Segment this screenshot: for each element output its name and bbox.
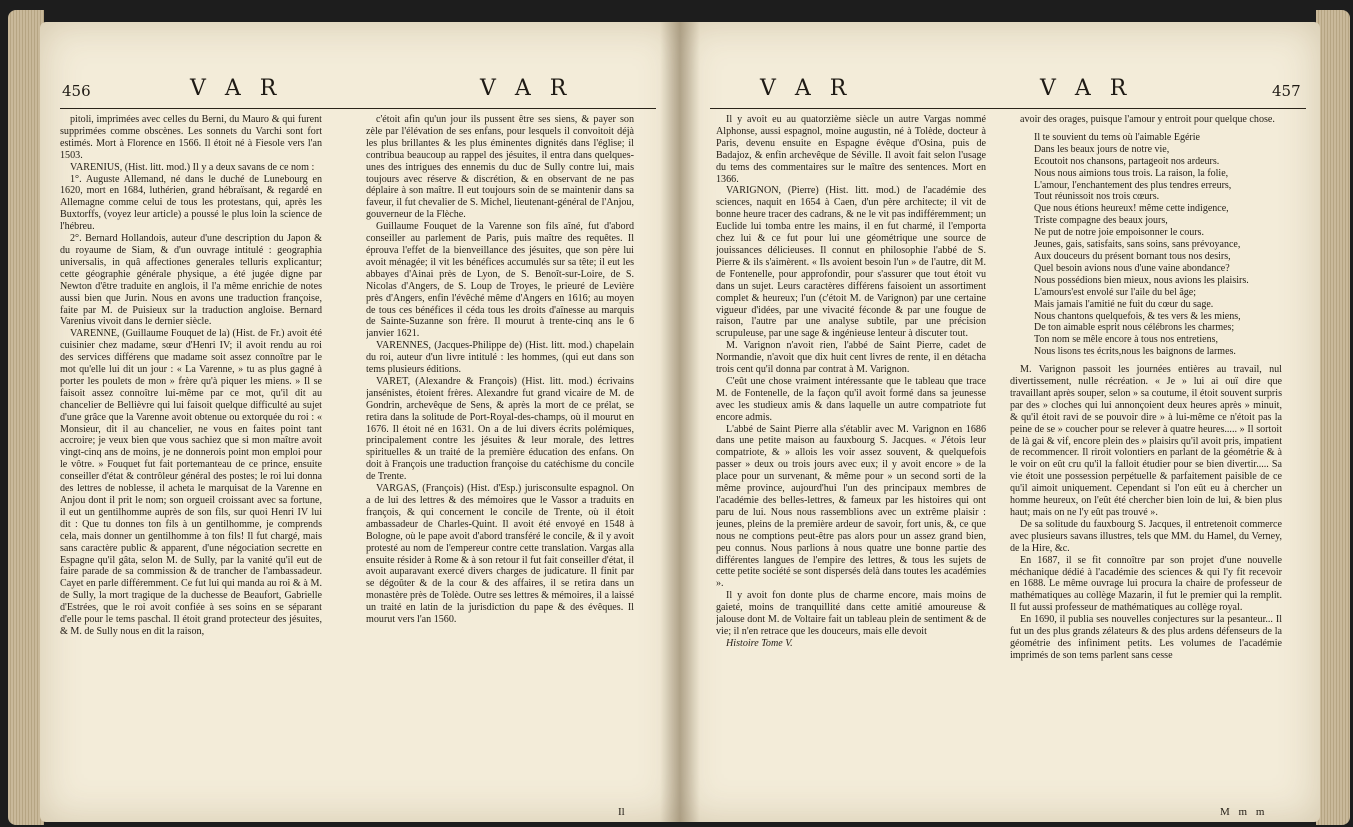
- running-head: V A R: [480, 76, 573, 101]
- running-head: V A R: [760, 76, 853, 101]
- paragraph: c'étoit afin qu'un jour ils pussent être ses siens, & payer son zèle par l'élévation de ses enfans, pour lesquels il convoitoit déjà les plus brillantes & les plus éminentes dignités dans l'église; il contribua beaucoup au rappel des jésuites, il entra dans quelques-unes des intrigues des ennemis du duc de Sully contre lui, mais toujours avec réserve & discrétion, & en observant de ne pas déplaire à son maître. Il eut toujours soin de se maintenir dans sa faveur, il fut chevalier de S. Michel, lieutenant-général de l'Anjou, gouverneur de la Flèche.: [366, 114, 634, 221]
- verse-line: Quel besoin avions nous d'une vaine abondance?: [1034, 262, 1230, 274]
- paragraph: En 1690, il publia ses nouvelles conjectures sur la pesanteur... Il fut un des plus grands zélateurs & des plus ardens défenseurs de la géométrie des infiniment petits. Les volumes de l'académie imprimés de son tems parlent sans cesse: [1010, 614, 1282, 661]
- paragraph: C'eût une chose vraiment intéressante que le tableau que trace M. de Fontenelle, de la façon qu'il avoit formé dans sa jeunesse avec les studieux amis & dans laquelle un autre compatriote fut encore admis.: [716, 375, 986, 423]
- paragraph: 2°. Bernard Hollandois, auteur d'une description du Japon & du royaume de Siam, & d'un ouvrage intitulé : geographia universalis, in quâ affectiones generales telluris explicantur; cette géographie générale physique, a été jugée digne par Newton d'être traduite en anglois, il l'a même enrichie de notes aussi bien que Jurin. Nous en avons une traduction françoise, faite par M. de Puisieux sur la traduction angloise. Bernard Varenius vivoit dans le dernier siècle.: [60, 233, 322, 328]
- paragraph: VARGAS, (François) (Hist. d'Esp.) jurisconsulte espagnol. On a de lui des lettres & des mémoires que le Vassor a traduits en françois, & qui concernent le concile de Trente, où il étoit ambassadeur de Charles-Quint. Il avoit été envoyé en 1548 à Bologne, où le pape avoit d'abord transféré le concile, & il y avoit protesté au nom de l'empereur contre cette translation. Vargas alla ensuite résider à Rome & à son retour il fut fait conseiller d'état, il avoit auparavant exercé divers charges de judicature. Il finit par se dégoûter & de la cour & des affaires, il se retira dans un monastère près de Tolède. Outre ses lettres & mémoires, il a laissé un traité en latin de la jurisdiction du pape & des évêques. Il mourut vers l'an 1560.: [366, 483, 634, 626]
- paragraph: VARENNES, (Jacques-Philippe de) (Hist. litt. mod.) chapelain du roi, auteur d'un livre intitulé : les hommes, (qui eut dans son tems plusieurs éditions.: [366, 340, 634, 376]
- right-column: [1010, 114, 1282, 822]
- verse-line: Tout réunissoit nos trois cœurs.: [1034, 191, 1160, 203]
- paragraph: pitoli, imprimées avec celles du Berni, du Mauro & qui furent supprimées comme obscènes. Les sonnets du Varchi sont fort estimés. Mort à Florence en 1566. Il étoit né à Fiesole vers l'an 1503.: [60, 114, 322, 161]
- header-rule: [710, 108, 1306, 109]
- verse-line: Nous lisons tes écrits,nous les baignons de larmes.: [1034, 346, 1236, 358]
- paragraph: VARET, (Alexandre & François) (Hist. litt. mod.) écrivains jansénistes, étoient frères. Alexandre fut grand vicaire de M. de Gondrin, archevêque de Sens, & après la mort de ce prélat, se retira dans la solitude de Port-Royal-des-champs, où il mourut en 1676. Il étoit né en 1631. On a de lui divers écrits polémiques, principalement contre les jésuites & leur morale, des lettres spirituelles & un traité de la première éducation des enfans. On doit à François une traduction françoise du catéchisme du concile de Trente.: [366, 375, 634, 483]
- paragraph: M. Varignon passoit les journées entières au travail, nul divertissement, nulle récréation. « Je » lui ai ouï dire que travaillant après souper, selon » sa coutume, il étoit souvent surpris par des » cloches qui lui annonçoient deux heures après » minuit, & qu'il étoit ravi de se pouvoir dire » à lui-même ce n'étoit pas la peine de se » coucher pour se relever à quatre heures..... » Il sortoit de là gai & vif, encore plein des » plaisirs qu'il avoit pris, impatient de recommencer. Il riroit volontiers en parlant de la géométrie & à le voir on eût cru qu'il la falloit étudier pour se bien divertir..... Sa vie étoit une possession perpétuelle & parfaitement paisible de ce qu'il aimoit uniquement. Cependant si l'on eût eu à chercher un homme heureux, on l'eût été chercher bien loin de lui, & bien plus haut; mais on ne l'y eût pas trouvé ».: [1010, 364, 1282, 518]
- paragraph: VARENNE, (Guillaume Fouquet de la) (Hist. de Fr.) avoit été cuisinier chez madame, sœur d'Henri IV; il avoit rendu au roi des services différens que madame soit assez connoître par le mot qu'elle lui dit un jour : « La Varenne, » tu as plus gagné à porter les poulets de mon » frère qu'à piquer les miens. » Il se faisoit assez connoître lui-même par ce mot, qu'il dit au chancelier de Bellièvre qui lui faisoit quelque difficulté au sujet d'une grâce que la Varenne avoit obtenue ou extorquée du roi : « Monsieur, dit il au chancelier, ne vous en faites point tant accroire; je veux bien que vous sachiez que si mon maître avoit vingt-cinq ans de moins, je ne donnerois point mon emploi pour le vôtre. » Fouquet fut fait portemanteau de ce prince, ensuite conseiller d'état & contrôleur général des postes; le roi lui donna des lettres de noblesse, il acheta le marquisat de la Varenne en Anjou dont il prit le nom; son orgueil croissant avec sa fortune, il eut un gentilhomme auprès de son fils, sur quoi Henri IV lui dit : Que tu donnes ton fils à un gentilhomme, je comprends cela, mais donner un gentilhomme à ton fils! Il fut chargé, mais sans caractère public & apparent, d'une négociation secrette en Espagne qu'il gâta, selon M. de Sully, par la vanité qu'il eut de faire parade de sa commission & de trancher de l'ambassadeur. Cayet en parle différemment. Ce fut lui qui manda au roi & à M. de Sully, la mort tragique de la duchesse de Beaufort, Gabrielle d'Estrées, que le roi avoit confiée à ses soins en se séparant d'elle pour le tems paschal. Il étoit grand protecteur des jésuites, & M. de Sully nous en dit la raison,: [60, 328, 322, 637]
- right-page-edges: [1316, 10, 1350, 825]
- verse-line: Que nous étions heureux! même cette indigence,: [1034, 203, 1229, 215]
- verse-line: Ne put de notre joie empoisonner le cours.: [1034, 227, 1204, 239]
- page-number: 457: [1272, 82, 1301, 100]
- paragraph: avoir des orages, puisque l'amour y entroit pour quelque chose.: [1020, 114, 1275, 125]
- left-column: [60, 114, 322, 822]
- verse-line: Jeunes, gais, satisfaits, sans soins, sans prévoyance,: [1034, 239, 1241, 251]
- paragraph: De sa solitude du fauxbourg S. Jacques, il entretenoit commerce avec plusieurs savans illustres, tels que MM. du Hamel, du Verney, de la Hire, &c.: [1010, 518, 1282, 554]
- paragraph: En 1687, il se fit connoître par son projet d'une nouvelle méchanique dédié à l'académie des sciences & qui l'y fit recevoir en 1688. Le même ouvrage lui procura la chaire de professeur de mathématiques au collège Mazarin, il fut le premier qui la remplit. Il fut aussi professeur de mathématiques au collège royal.: [1010, 554, 1282, 614]
- paragraph: M. Varignon n'avoit rien, l'abbé de Saint Pierre, cadet de Normandie, n'avoit que dix huit cent livres de rente, il en détacha trois cent qu'il donna par contrat à M. Varignon.: [716, 340, 986, 376]
- verse-line: De ton aimable esprit nous célébrons les charmes;: [1034, 322, 1235, 334]
- catchword: Il: [618, 806, 625, 818]
- paragraph: Il y avoit fon donte plus de charme encore, mais moins de gaieté, moins de tranquillité dans cette amitié amoureuse & jalouse dont M. de Voltaire fait un tableau plein de sentiment & de vie; il n'en retrace que les douceurs, mais elle devoit: [716, 590, 986, 637]
- catchword: M m m: [1220, 806, 1268, 818]
- running-head: V A R: [1040, 76, 1133, 101]
- right-page-header: [680, 76, 1320, 102]
- verse-line: L'amour, l'enchantement des plus tendres erreurs,: [1034, 179, 1232, 191]
- left-page: [40, 22, 680, 822]
- paragraph: VARENIUS, (Hist. litt. mod.) Il y a deux savans de ce nom :: [70, 161, 315, 173]
- paragraph: 1°. Auguste Allemand, né dans le duché de Lunebourg en 1620, mort en 1684, luthérien, grand hébraïsant, & regardé en Allemagne comme celui de tous les protestans, qui, après les Buxtorffs, (voyez leur article) a poussé le plus loin la science de l'hébreu.: [60, 173, 322, 233]
- verse-line: Ecoutoit nos chansons, partageoit nos ardeurs.: [1034, 155, 1220, 167]
- page-number: 456: [62, 82, 91, 100]
- verse-line: Nous chantons quelquefois, & tes vers & les miens,: [1034, 310, 1241, 322]
- right-page: [680, 22, 1320, 822]
- left-column: [716, 114, 986, 822]
- verse-line: Ton nom se mêle encore à tous nos entretiens,: [1034, 334, 1218, 346]
- verse-line: Dans les beaux jours de notre vie,: [1034, 143, 1170, 155]
- signature-line: Histoire Tome V.: [726, 637, 793, 649]
- header-rule: [60, 108, 656, 109]
- verse-line: Triste compagne des beaux jours,: [1034, 215, 1168, 227]
- paragraph: Il y avoit eu au quatorzième siècle un autre Vargas nommé Alphonse, aussi espagnol, moine augustin, né à Tolède, docteur à Paris, devenu ensuite en Espagne évêque d'Osina, puis de Badajoz, & enfin archevêque de Séville. Il avoit fait selon l'usage du tems des commentaires sur le maître des sentences. Mort en 1366.: [716, 114, 986, 185]
- verse-line: Nous possédions bien mieux, nous avions les plaisirs.: [1034, 274, 1249, 286]
- verse-line: Il te souvient du tems où l'aimable Egérie: [1034, 131, 1200, 143]
- right-column: [366, 114, 634, 822]
- verse-line: Mais jamais l'amitié ne fuit du cœur du sage.: [1034, 298, 1214, 310]
- paragraph: VARIGNON, (Pierre) (Hist. litt. mod.) de l'académie des sciences, naquit en 1654 à Caen, d'un père architecte; il vit de bonne heure tracer des cadrans, & ne le vit pas indifféremment; un Euclide lui tomba entre les mains, il en fut charmé, il l'emporta chez lui & ce fut pour lui une géométrique une source de jouissances délicieuses. Il connut en philosophie l'abbé de S. Pierre & ils s'aimèrent. « Ils avoient besoin l'un » de l'autre, dit M. de Fontenelle, pour approfondir, pour s'assurer que tout étoit vu dans un sujet. Leurs caractères différens faisoient un assortiment complet & heureux; l'un (c'étoit M. de Varignon) par une certaine vigueur d'idées, par une vivacité féconde & par une fougue de raison, l'autre par une analyse subtile, par une précision scrupuleuse, par une sage & ingénieuse lenteur à discuter tout.: [716, 185, 986, 340]
- left-page-header: [40, 76, 680, 102]
- verse-line: Aux douceurs du présent bornant tous nos desirs,: [1034, 250, 1231, 262]
- paragraph: Guillaume Fouquet de la Varenne son fils aîné, fut d'abord conseiller au parlement de Paris, puis maître des requêtes. Il éprouva l'effet de la bienveillance des jésuites, que son père lui avoit ménagée; il vit les bénéfices accumulés sur sa tête; il eut les abbayes d'Ainai près de Lyon, de S. Benoît-sur-Loire, de S. Nicolas d'Angers, de S. Loup de Troyes, le prieuré de Levière près d'Angers, enfin l'évêché même d'Angers en 1616; au moyen de tous ces bénéfices il céda tous les droits d'aînesse au marquis de Sainte-Suzanne son frère. Il mourut à trente-cinq ans le 6 janvier 1621.: [366, 221, 634, 340]
- left-page-edges: [8, 10, 44, 825]
- running-head: V A R: [190, 76, 283, 101]
- verse-line: L'amours'est envolé sur l'aile du bel âge;: [1034, 286, 1197, 298]
- paragraph: L'abbé de Saint Pierre alla s'établir avec M. Varignon en 1686 dans une petite maison au fauxbourg S. Jacques. « J'étois leur compatriote, & » allois les voir assez souvent, & quelquefois passer » deux ou trois jours avec eux; il y avoit encore » de la place pour un survenant, & même pour » un second sorti de la même province, aujourd'hui l'un des principaux membres de l'académie des belles-lettres, & fameux par les histoires qui ont paru de lui. Nous nous rassemblions avec un extrême plaisir : jeunes, pleins de la première ardeur de savoir, fort unis, &, ce que nous ne comptions peut-être pas alors pour un assez grand bien, peu connus. Nous parlions à nous quatre une bonne partie des différentes langues de l'empire des lettres, & tous les sujets de cette petite société se sont dispersés delà dans toutes les académies ».: [716, 423, 986, 590]
- verse-line: Nous nous aimions tous trois. La raison, la folie,: [1034, 167, 1229, 179]
